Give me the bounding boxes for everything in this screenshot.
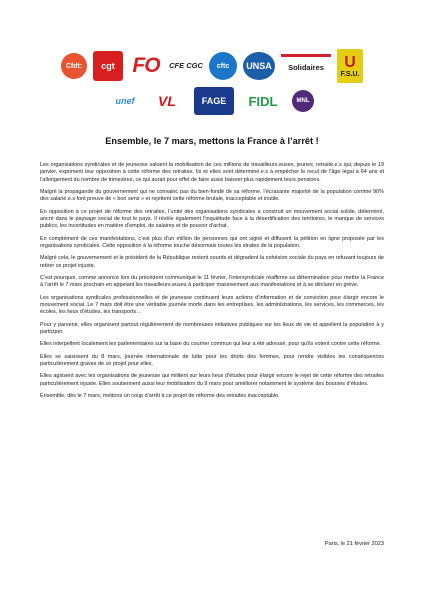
cgt-logo: cgt (93, 51, 123, 81)
paragraph: Elles agissent avec les organisations de jeunesse qui militent sur leurs lieux d’études pour élargir encore le rejet de cette réforme des retraites particulièrement injuste. Elles soutiennent aussi leur mobilisation du 9 mars pour améliorer notamment le système des bourses d’études. (40, 373, 384, 387)
cfdt-logo: Cfdt: (61, 53, 87, 79)
logos-row-unions (0, 46, 424, 86)
fsu-logo (337, 49, 363, 83)
fage-logo: FAGE (194, 87, 234, 115)
vl-logo: VL (158, 93, 176, 109)
cftc-logo: cftc (209, 52, 237, 80)
paragraph: Elles interpellent localement les parlementaires sur la base du courrier commun qui leur a été adressé, pour qu’ils votent contre cette réforme. (40, 341, 382, 348)
solidaires-logo: Solidaires (281, 54, 331, 78)
cfe-cgc-logo: CFE CGC (169, 61, 203, 70)
paragraph: Malgré cela, le gouvernement et le président de la République restent sourds et dégradent la cohésion sociale du pays en refusant toujours de retirer ce projet injuste. (40, 255, 384, 269)
paragraph: Ensemble, dès le 7 mars, mettons un coup d’arrêt à ce projet de réforme des retraites inacceptable. (40, 393, 280, 400)
fo-logo: FO (132, 54, 160, 77)
page-title: Ensemble, le 7 mars, mettons la France à l’arrêt ! (105, 136, 319, 146)
paragraph: Pour y parvenir, elles organisent partout régulièrement de nombreuses initiatives publiques sur les lieux de vie et appellent la population à y participer. (40, 321, 384, 335)
paragraph: Les organisations syndicales et de jeunesse saluent la mobilisation de ces millions de travailleurs.euses, jeunes, retraité.e.s qui, depuis le 19 janvier, expriment leur opposition à cette réforme des retraites. Ils et elles sont déterminé.e.s à empêcher le recul de l’âge légal à 64 ans et l’allongement du nombre de trimestres, ce qui aurait pour effet de faire aussi baisser plus rapidement leurs pensions. (40, 162, 384, 183)
signature-date: Paris, le 21 février 2023 (324, 541, 384, 547)
unsa-logo: UNSA (243, 52, 275, 80)
mnl-logo: MNL (292, 90, 314, 112)
fsu-mark-icon: U (344, 53, 356, 71)
paragraph: En complément de ces manifestations, c’est plus d’un million de personnes qui ont signé et diffusent la pétition en ligne proposée par les organisations syndicales. Cette opposition à la réforme touche désormais toutes les strates de la population. (40, 235, 384, 249)
paragraph: En opposition à ce projet de réforme des retraites, l’unité des organisations syndicales a construit un mouvement social solide, déterminé, ancré dans le paysage social de tout le pays. Il révèle également l’inquiétude face à la désertification des territoires, le manque de services publics, les incertitudes en matière d’emploi, de salaires et de pouvoir d’achat. (40, 208, 384, 230)
paragraph: Malgré la propagande du gouvernement qui ne convainc pas du bien-fondé de sa réforme, l’écrasante majorité de la population comme 90% des salarié.e.s font preuve de « bon sens » et rejettent cette réforme brutale, inacceptable et inutile. (40, 188, 384, 203)
paragraph: C’est pourquoi, comme annoncé lors du précédent communiqué le 11 février, l’intersyndicale réaffirme sa détermination pour mettre la France à l’arrêt le 7 mars prochain en appelant les travailleurs.euses à participer massivement aux manifestations et à se déclarer en grève. (40, 274, 384, 289)
logos-row-youth (0, 86, 424, 116)
fsu-logo-text: F.S.U. (340, 70, 360, 78)
paragraph: Les organisations syndicales professionnelles et de jeunesse continuent leurs actions d’information et de conviction pour élargir encore le mouvement social. Le 7 mars doit être une véritable journée morte dans les entreprises, les administrations, les services, les commerces, les écoles, les lieux d’études, les transports… (40, 294, 384, 316)
fidl-logo: FIDL (248, 93, 278, 109)
unef-logo: unef (115, 96, 135, 106)
document-body (40, 162, 384, 406)
paragraph: Elles se saisissent du 8 mars, journée internationale de lutte pour les droits des femmes, pour rendre visibles les conséquences particulièrement graves de ce projet pour elles. (40, 353, 384, 367)
